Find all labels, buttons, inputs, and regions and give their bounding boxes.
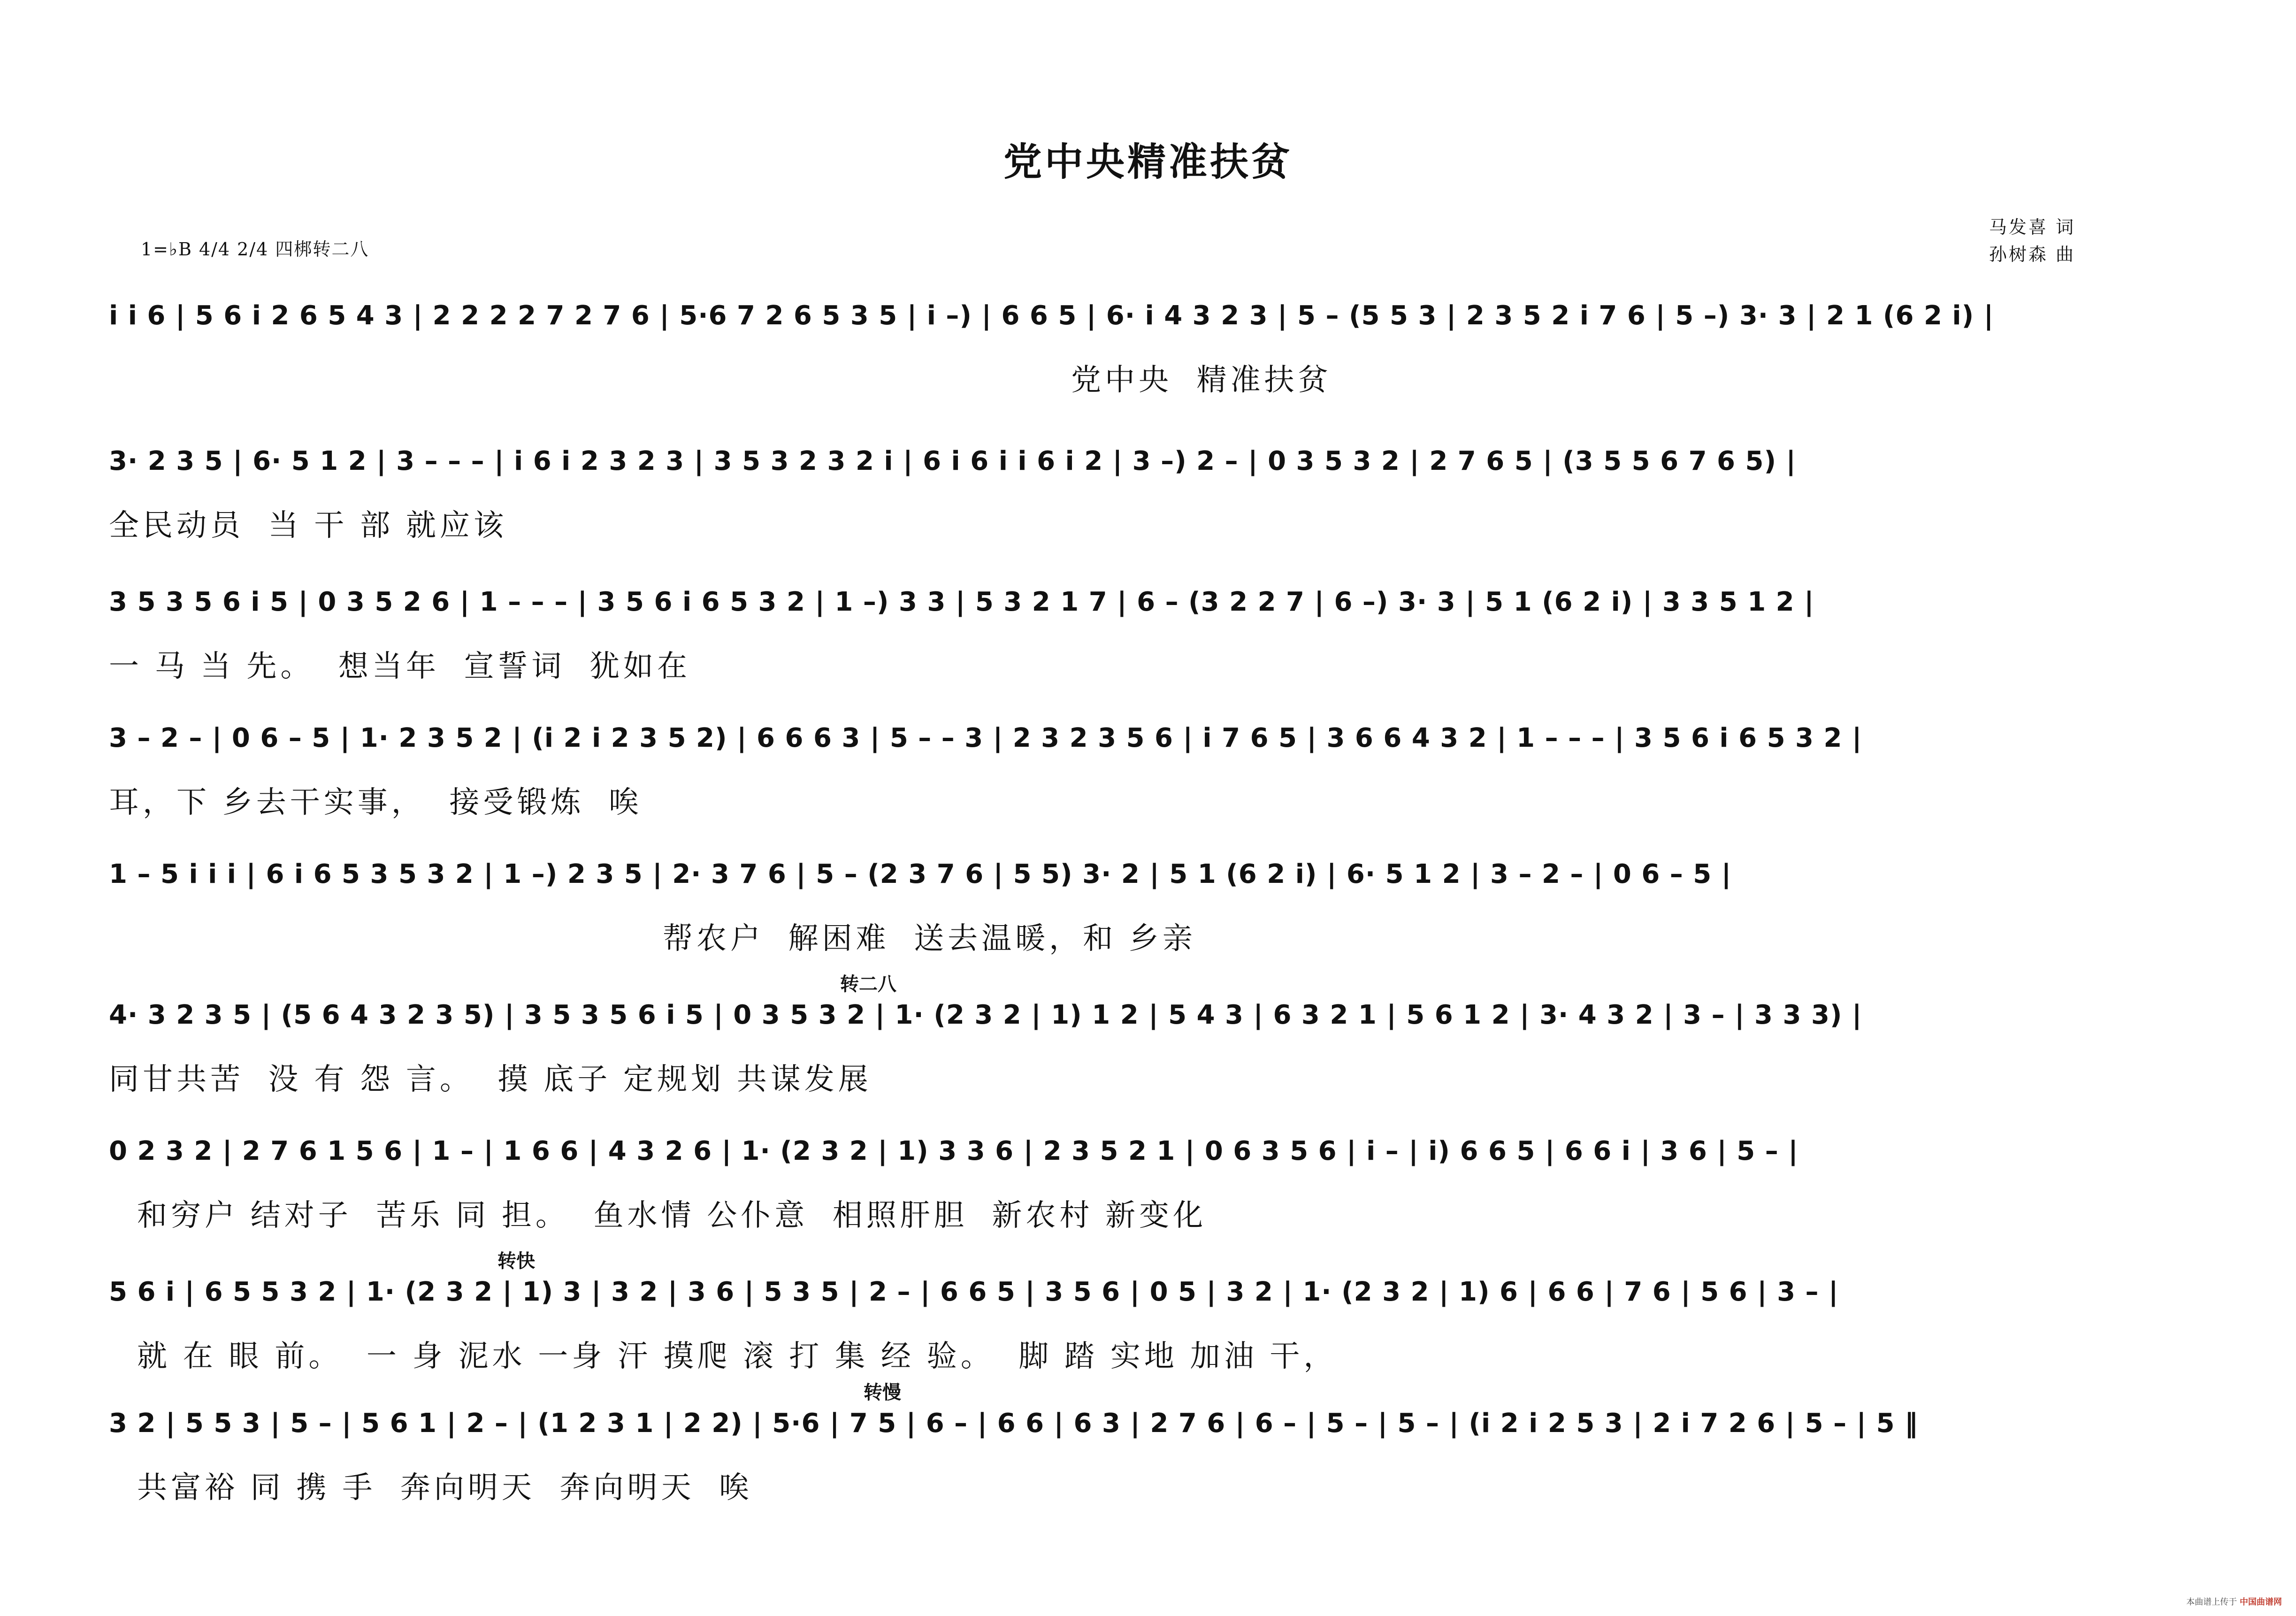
lyrics-line: 就 在 眼 前。 一 身 泥水 一身 汗 摸爬 滚 打 集 经 验。 脚 踏 实地 加油 干，: [137, 1339, 1338, 1373]
notation-line: 1 – 5 i i i | 6 i 6 5 3 5 3 2 | 1 –) 2 3 5 | 2· 3 7 6 | 5 – (2 3 7 6 | 5 5) 3· 2 | 5 1 (6 2 i) | 6· 5 1 2 | 3 – 2 – | 0 6 – 5 |: [109, 859, 1732, 889]
lyrics-line: 党中央 精准扶贫: [1071, 363, 1332, 397]
tempo-mark-erba: 转二八: [840, 973, 896, 995]
notation-line: i i 6 | 5 6 i 2 6 5 4 3 | 2 2 2 2 7 2 7 6 | 5·6 7 2 6 5 3 5 | i –) | 6 6 5 | 6· i 4 3 2 3 | 5 – (5 5 3 | 2 3 5 2 i 7 6 | 5 –) 3· 3 | 2 1 (6 2 i) |: [109, 300, 1994, 331]
notation-line: 3 2 | 5 5 3 | 5 – | 5 6 1 | 2 – | (1 2 3 1 | 2 2) | 5·6 | 7 5 | 6 – | 6 6 | 6 3 | 2 7 6 | 6 – | 5 – | 5 – | (i 2 i 2 5 3 | 2 i 7 2 6 | 5 – | 5 ‖: [109, 1408, 1919, 1439]
score-system-5: [0, 859, 2296, 990]
score-system-3: [0, 587, 2296, 718]
tempo-mark-fast: 转快: [497, 1250, 535, 1272]
score-system-7: [0, 1136, 2296, 1267]
score-system-2: [0, 446, 2296, 577]
notation-line: 0 2 3 2 | 2 7 6 1 5 6 | 1 – | 1 6 6 | 4 3 2 6 | 1· (2 3 2 | 1) 3 3 6 | 2 3 5 2 1 | 0 6 3 5 6 | i – | i) 6 6 5 | 6 6 i | 3 6 | 5 – |: [109, 1136, 1799, 1166]
footer-text: 本曲谱上传于: [2186, 1597, 2237, 1607]
key-signature: 1=♭B 4/4 2/4 四梆转二八: [141, 239, 369, 260]
lyricist: 马发喜 词: [1989, 217, 2075, 237]
footer-brand: 中国曲谱网: [2240, 1597, 2282, 1607]
score-system-8: [0, 1250, 2296, 1408]
lyrics-line: 同甘共苦 没 有 怨 言。 摸 底子 定规划 共谋发展: [109, 1062, 872, 1096]
score-system-4: [0, 723, 2296, 854]
notation-line: 3 5 3 5 6 i 5 | 0 3 5 2 6 | 1 – – – | 3 5 6 i 6 5 3 2 | 1 –) 3 3 | 5 3 2 1 7 | 6 – (3 2 2 7 | 6 –) 3· 3 | 5 1 (6 2 i) | 3 3 5 1 2 |: [109, 587, 1814, 617]
lyrics-line: 和穷户 结对子 苦乐 同 担。 鱼水情 公仆意 相照肝胆 新农村 新变化: [137, 1198, 1207, 1232]
notation-line: 3· 2 3 5 | 6· 5 1 2 | 3 – – – | i 6 i 2 3 2 3 | 3 5 3 2 3 2 i | 6 i 6 i i 6 i 2 | 3 –) 2 – | 0 3 5 3 2 | 2 7 6 5 | (3 5 5 6 7 6 5) |: [109, 446, 1797, 476]
notation-line: 5 6 i | 6 5 5 3 2 | 1· (2 3 2 | 1) 3 | 3 2 | 3 6 | 5 3 5 | 2 – | 6 6 5 | 3 5 6 | 0 5 | 3 2 | 1· (2 3 2 | 1) 6 | 6 6 | 7 6 | 5 6 | 3 – |: [109, 1277, 1839, 1307]
score-system-1: [0, 300, 2296, 432]
notation-line: 3 – 2 – | 0 6 – 5 | 1· 2 3 5 2 | (i 2 i 2 3 5 2) | 6 6 6 3 | 5 – – 3 | 2 3 2 3 5 6 | i 7 6 5 | 3 6 6 4 3 2 | 1 – – – | 3 5 6 i 6 5 3 2 |: [109, 723, 1862, 753]
score-system-6: [0, 973, 2296, 1131]
tempo-mark-slow: 转慢: [864, 1382, 901, 1403]
lyrics-line: 共富裕 同 携 手 奔向明天 奔向明天 唉: [137, 1470, 753, 1504]
composer: 孙树森 曲: [1989, 244, 2075, 265]
credits: [1989, 214, 2075, 268]
lyrics-line: 一 马 当 先。 想当年 宣誓词 犹如在: [109, 649, 691, 683]
lyrics-line: 帮农户 解困难 送去温暖，和 乡亲: [663, 921, 1196, 955]
lyrics-line: 耳，下 乡去干实事， 接受锻炼 唉: [109, 785, 643, 819]
score-title: 党中央精准扶贫: [1003, 139, 1293, 184]
score-system-9: [0, 1382, 2296, 1539]
footer-watermark: [2186, 1595, 2282, 1608]
lyrics-line: 全民动员 当 干 部 就应该: [109, 508, 507, 542]
notation-line: 4· 3 2 3 5 | (5 6 4 3 2 3 5) | 3 5 3 5 6 i 5 | 0 3 5 3 2 | 1· (2 3 2 | 1) 1 2 | 5 4 3 | 6 3 2 1 | 5 6 1 2 | 3· 4 3 2 | 3 – | 3 3 3) |: [109, 1000, 1862, 1030]
